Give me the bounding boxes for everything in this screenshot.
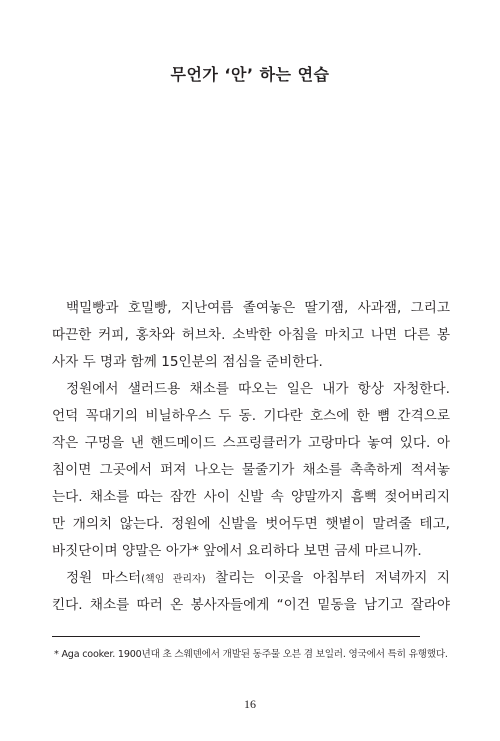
paragraph-2-line-5: 는다. 채소를 따는 잠깐 사이 신발 속 양말까지 흠뻑 젖어버리지 (52, 489, 450, 505)
footnote: * Aga cooker. 1900년대 초 스웨덴에서 개발된 동주물 오븐 겸 보일러. 영국에서 특히 유행했다. (54, 649, 448, 660)
paragraph-2-line-3: 작은 구멍을 낸 핸드메이드 스프링클러가 고랑마다 놓여 있다. 아 (52, 435, 450, 451)
paragraph-1-line-3: 사자 두 명과 함께 15인분의 점심을 준비한다. (52, 354, 323, 370)
paragraph-3-line-1-end: 찰리는 이곳을 아침부터 저녁까지 지 (205, 570, 451, 586)
paragraph-2-line-2: 언덕 꼭대기의 비닐하우스 두 동. 기다란 호스에 한 뼘 간격으로 (52, 408, 450, 424)
paragraph-1-line-2: 따끈한 커피, 홍차와 허브차. 소박한 아침을 마치고 나면 다른 봉 (52, 327, 450, 343)
chapter-title: 무언가 ‘안’ 하는 연습 (170, 65, 330, 84)
paragraph-3-line-1-start: 정원 마스터 (66, 570, 142, 586)
paragraph-3-annotation: (책임 관리자) (141, 574, 206, 585)
footnote-divider (52, 636, 420, 637)
paragraph-2-line-7: 바짓단이며 양말은 아가* 앞에서 요리하다 보면 금세 마르니까. (52, 543, 422, 559)
paragraph-2-line-6: 만 개의치 않는다. 정원에 신발을 벗어두면 햇볕이 말려줄 테고, (52, 516, 450, 532)
page-number: 16 (244, 697, 256, 711)
paragraph-1-line-1: 백밀빵과 호밀빵, 지난여름 졸여놓은 딸기잼, 사과잼, 그리고 (66, 300, 450, 316)
body-text (52, 295, 450, 619)
paragraph-2-line-4: 침이면 그곳에서 퍼져 나오는 물줄기가 채소를 촉촉하게 적셔놓 (52, 462, 450, 478)
paragraph-3-line-2: 킨다. 채소를 따러 온 봉사자들에게 “이건 밑동을 남기고 잘라야 (52, 597, 450, 613)
paragraph-2-line-1: 정원에서 샐러드용 채소를 따오는 일은 내가 항상 자청한다. (66, 381, 450, 397)
paragraph-3-line-1 (52, 565, 450, 592)
